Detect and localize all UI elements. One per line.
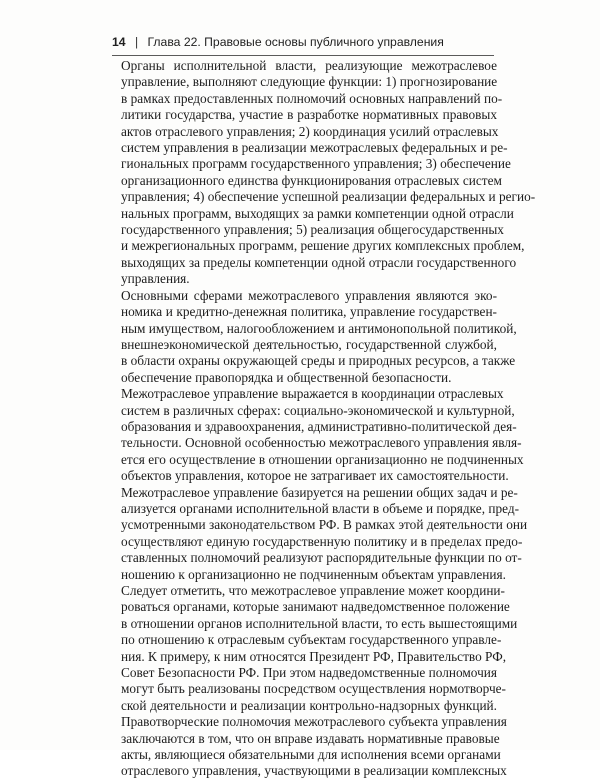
text-line: Правотворческие полномочия межотраслевого субъекта управления	[121, 714, 507, 730]
text-line: Следует отметить, что межотраслевое управление может координи-	[121, 583, 505, 598]
text-line: ния. К примеру, к ним относятся Президент РФ, Правительство РФ,	[121, 648, 507, 664]
text-line: ется его осуществление в отношении организационно не подчиненных	[121, 451, 524, 467]
text-line: систем управления в реализации межотраслевых федеральных и ре-	[121, 140, 508, 156]
text-line: организационного единства функционирования отраслевых систем	[121, 172, 502, 188]
text-line: Основными сферами межотраслевого управления являются эко-	[121, 287, 497, 303]
text-line: Межотраслевое управление выражается в координации отраслевых	[121, 386, 504, 402]
text-line: усмотренными законодательством РФ. В рамках этой деятельности они	[121, 517, 528, 533]
running-header	[112, 33, 494, 56]
text-line: заключаются в том, что он вправе издавать нормативные правовые	[121, 730, 500, 746]
text-line: осуществляют единую государственную политику и в пределах предо-	[121, 533, 523, 549]
chapter-title: Глава 22. Правовые основы публичного управления	[147, 35, 444, 49]
text-line: тельности. Основной особенностью межотраслевого управления явля-	[121, 435, 522, 451]
text-line: Органы исполнительной власти, реализующие межотраслевое	[121, 58, 497, 73]
text-line: Совет Безопасности РФ. При этом надведомственные полномочия	[121, 665, 497, 681]
text-line: управления; 4) обеспечение успешной реализации федеральных и регио-	[121, 189, 536, 205]
text-line: и межрегиональных программ, решение других комплексных проблем,	[121, 238, 525, 254]
page-body	[103, 58, 536, 780]
text-line: ставленных полномочий реализуют распорядительные функции по от-	[121, 550, 522, 566]
text-line: ской деятельности и реализации контрольно-надзорных функций.	[121, 697, 497, 713]
text-line: гиональных программ государственного управления; 3) обеспечение	[121, 156, 511, 172]
text-line: внешнеэкономической деятельностью, государственной службой,	[121, 336, 497, 352]
text-line: номика и кредитно-денежная политика, управление государствен-	[121, 304, 497, 320]
text-line: ным имуществом, налогообложением и антимонопольной политикой,	[121, 320, 517, 336]
text-line: ализуется органами исполнительной власти в объеме и порядке, пред-	[121, 500, 520, 516]
text-line: государственного управления; 5) реализация общегосударственных	[121, 222, 504, 238]
text-line: отраслевого управления, участвующими в реализации комплексных	[121, 763, 507, 779]
page-number: 14	[112, 35, 126, 49]
text-line: в рамках предоставленных полномочий основных направлений по-	[121, 90, 503, 106]
text-line: могут быть реализованы посредством осуществления нормотворче-	[121, 681, 506, 697]
text-line: акты, являющиеся обязательными для исполнения всеми органами	[121, 747, 501, 763]
text-line: в области охраны окружающей среды и природных ресурсов, а также	[121, 353, 516, 369]
text-line: образования и здравоохранения, административно-политической дея-	[121, 418, 517, 434]
text-line: обеспечение правопорядка и общественной безопасности.	[121, 369, 452, 385]
text-line: в отношении органов исполнительной власти, то есть вышестоящими	[121, 615, 518, 631]
text-line: ношению к организационно не подчиненным объектам управления.	[121, 566, 506, 582]
paragraph-1	[103, 58, 536, 288]
text-line: объектов управления, которое не затрагивает их самостоятельности.	[121, 468, 509, 484]
text-line: актов отраслевого управления; 2) координация усилий отраслевых	[121, 123, 499, 139]
text-line: роваться органами, которые занимают надведомственное положение	[121, 599, 510, 615]
text-line: по отношению к отраслевым субъектам государственного управле-	[121, 632, 502, 648]
text-line: управление, выполняют следующие функции: 1) прогнозирование	[121, 74, 498, 90]
text-line: выходящих за пределы компетенции одной отрасли государственного	[121, 254, 517, 270]
text-line: нальных программ, выходящих за рамки компетенции одной отрасли	[121, 205, 514, 221]
paragraph-4	[103, 583, 518, 780]
header-separator: |	[134, 35, 139, 49]
paragraph-3	[103, 386, 528, 583]
text-line: управления.	[121, 271, 190, 287]
text-line: систем в различных сферах: социально-экономической и культурной,	[121, 402, 515, 418]
paragraph-2	[103, 287, 517, 386]
text-line: литики государства, участие в разработке нормативных правовых	[121, 107, 497, 123]
text-line: Межотраслевое управление базируется на решении общих задач и ре-	[121, 484, 518, 500]
